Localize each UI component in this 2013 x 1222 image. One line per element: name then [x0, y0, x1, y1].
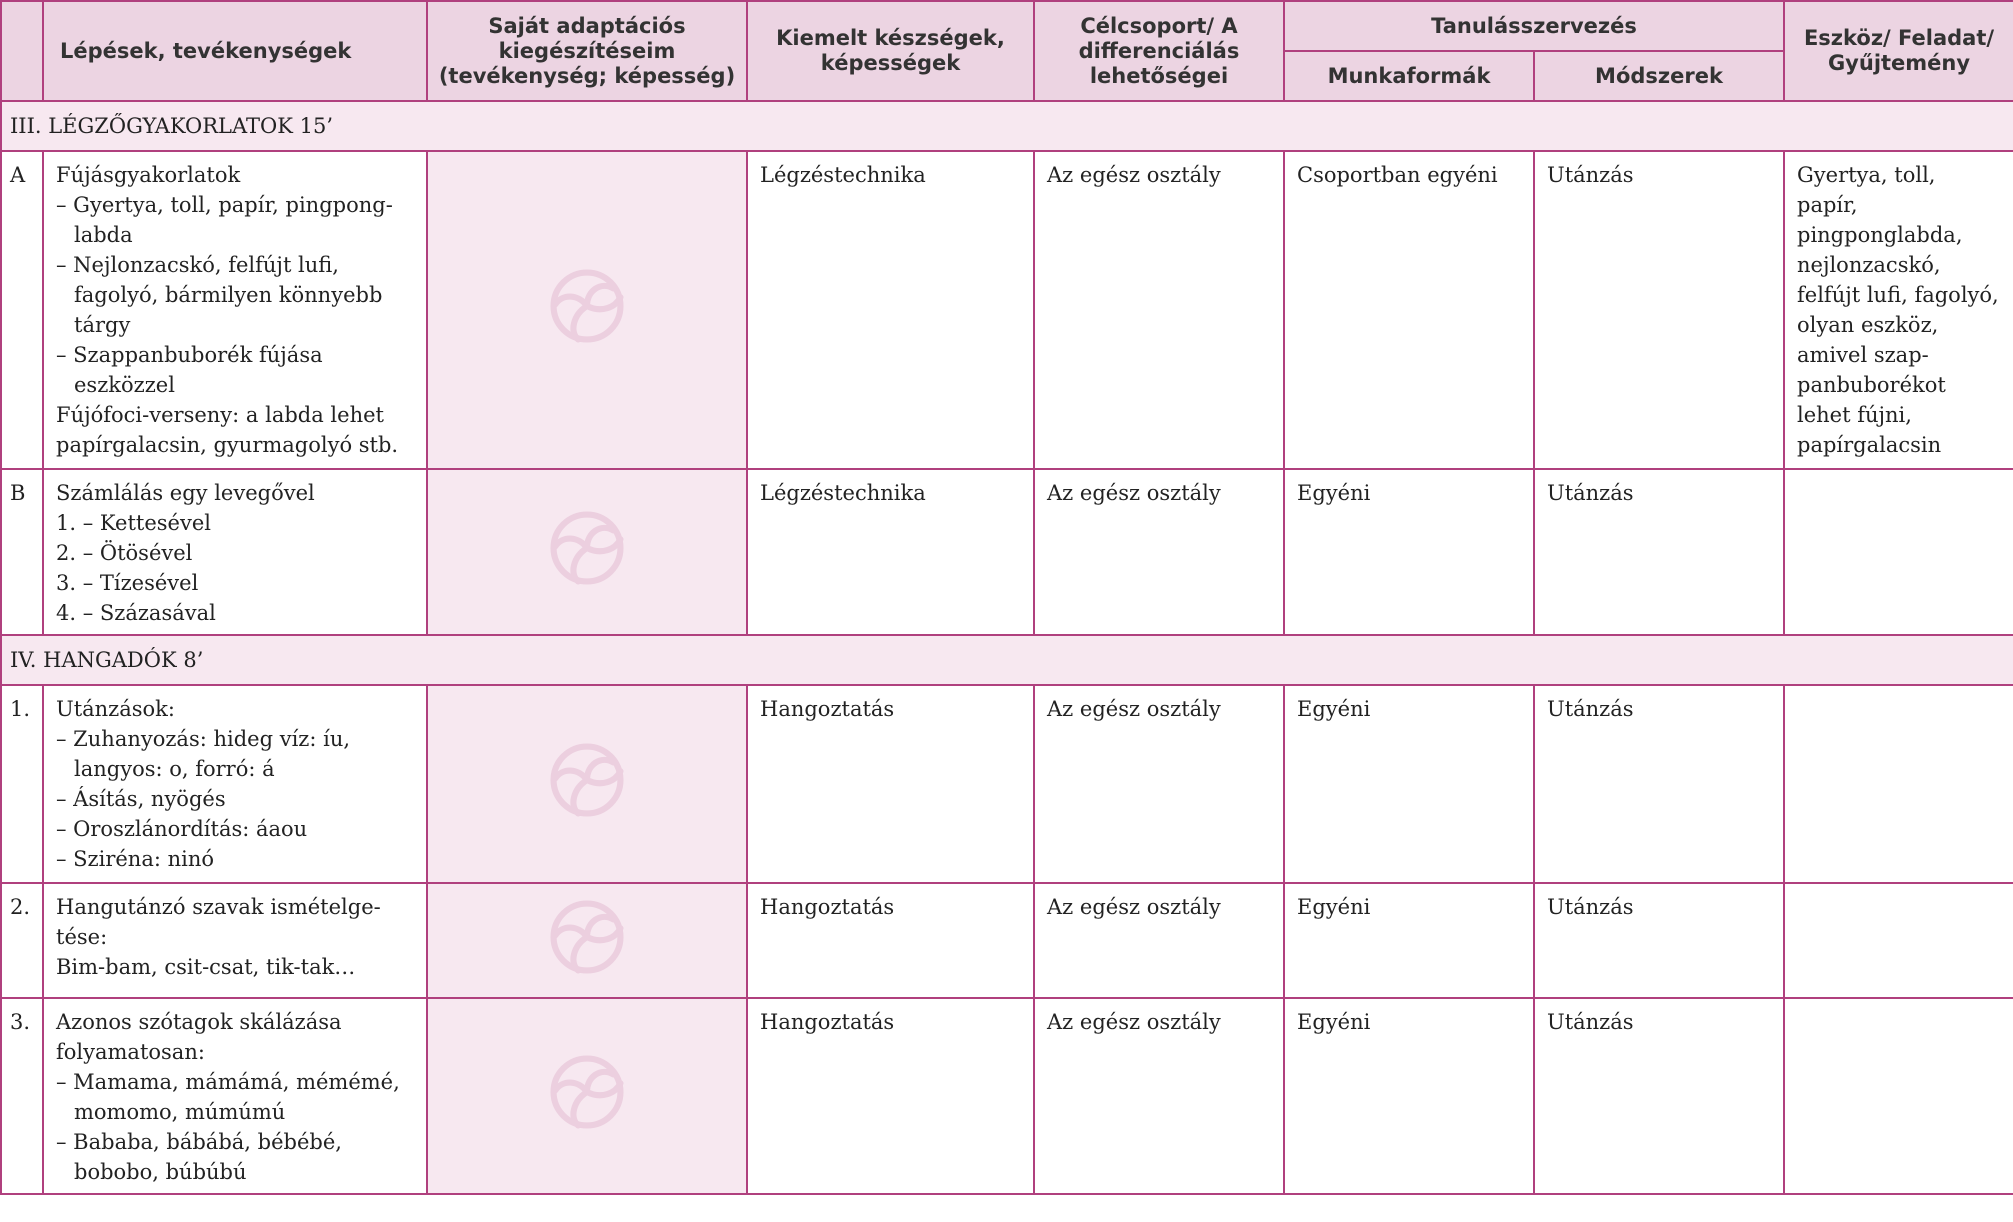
row-index: 3.: [1, 998, 43, 1194]
table-row: [1, 469, 2013, 635]
skills-cell: Hangoztatás: [747, 883, 1034, 998]
swirl-icon: [543, 736, 631, 824]
step-line: – Bababa, bábábá, bébébé, bobobo, búbúbú: [56, 1130, 342, 1184]
step-line: 1. – Kettesével: [56, 511, 211, 535]
method-cell: Utánzás: [1534, 151, 1784, 469]
section-row: [1, 635, 2013, 685]
step-line: Hangutánzó szavak ismételgetése:: [56, 895, 381, 949]
section-title: IV. HANGADÓK 8’: [1, 635, 2013, 685]
header-index: [1, 1, 43, 101]
tools-cell: [1784, 883, 2013, 998]
table-row: [1, 685, 2013, 883]
steps-cell: [43, 685, 427, 883]
swirl-icon: [543, 504, 631, 592]
work-form-cell: Egyéni: [1284, 998, 1534, 1194]
tools-cell: [1784, 998, 2013, 1194]
step-line: – Gyertya, toll, papír, pingponglabda: [56, 193, 393, 247]
step-line: Azonos szótagok skálázása folyamatosan:: [56, 1010, 342, 1064]
step-line: Fújófoci-verseny: a labda lehet papírgalacsin, gyurmagolyó stb.: [56, 403, 399, 457]
steps-cell: [43, 469, 427, 635]
header-target: Célcsoport/ A differenciálás lehetőségei: [1034, 1, 1284, 101]
skills-cell: Hangoztatás: [747, 685, 1034, 883]
step-line: – Oroszlánordítás: áaou: [56, 817, 308, 841]
step-line: 3. – Tízesével: [56, 571, 199, 595]
step-line: – Sziréna: ninó: [56, 847, 215, 871]
row-index: 1.: [1, 685, 43, 883]
method-cell: Utánzás: [1534, 469, 1784, 635]
step-line: 4. – Százasával: [56, 601, 216, 625]
target-cell: Az egész osztály: [1034, 883, 1284, 998]
header-methods: Módszerek: [1534, 51, 1784, 101]
header-organization: Tanulásszervezés: [1284, 1, 1784, 51]
target-cell: Az egész osztály: [1034, 469, 1284, 635]
step-line: Utánzások:: [56, 697, 175, 721]
step-line: – Mamama, mámámá, mémémé, momomo, múmúmú: [56, 1070, 400, 1124]
tools-cell: Gyertya, toll, papír, pingponglabda, nejlonzacskó, felfújt lufi, fagolyó, olyan eszköz, amivel szappanbuborékot lehet fújni, papírgalacsin: [1784, 151, 2013, 469]
section-title: III. LÉGZŐGYAKORLATOK 15’: [1, 101, 2013, 151]
step-line: Bim-bam, csit-csat, tik-tak…: [56, 955, 356, 979]
method-cell: Utánzás: [1534, 685, 1784, 883]
adaptation-cell[interactable]: [427, 469, 747, 635]
tools-cell: [1784, 469, 2013, 635]
step-line: 2. – Ötösével: [56, 541, 193, 565]
header-adaptation: Saját adaptációs kiegészítéseim (tevékenység; képesség): [427, 1, 747, 101]
adaptation-cell[interactable]: [427, 998, 747, 1194]
steps-cell: [43, 998, 427, 1194]
work-form-cell: Egyéni: [1284, 883, 1534, 998]
section-row: [1, 101, 2013, 151]
method-cell: Utánzás: [1534, 998, 1784, 1194]
swirl-icon: [543, 262, 631, 350]
work-form-cell: Csoportban egyéni: [1284, 151, 1534, 469]
method-cell: Utánzás: [1534, 883, 1784, 998]
step-line: – Nejlonzacskó, felfújt lufi, fagolyó, bármilyen könnyebb tárgy: [56, 253, 383, 337]
row-index: 2.: [1, 883, 43, 998]
adaptation-cell[interactable]: [427, 883, 747, 998]
target-cell: Az egész osztály: [1034, 685, 1284, 883]
steps-cell: [43, 151, 427, 469]
step-line: – Szappanbuborék fújása eszközzel: [56, 343, 323, 397]
table-body: [1, 101, 2013, 1194]
swirl-icon: [543, 1048, 631, 1136]
step-line: Fújásgyakorlatok: [56, 163, 241, 187]
table-row: [1, 998, 2013, 1194]
skills-cell: Légzéstechnika: [747, 151, 1034, 469]
header-skills: Kiemelt készségek, képességek: [747, 1, 1034, 101]
row-index: A: [1, 151, 43, 469]
adaptation-cell[interactable]: [427, 685, 747, 883]
target-cell: Az egész osztály: [1034, 998, 1284, 1194]
table-row: [1, 151, 2013, 469]
tools-cell: [1784, 685, 2013, 883]
header-steps: Lépések, tevékenységek: [43, 1, 427, 101]
header-work-forms: Munkaformák: [1284, 51, 1534, 101]
skills-cell: Légzéstechnika: [747, 469, 1034, 635]
work-form-cell: Egyéni: [1284, 685, 1534, 883]
header-tools: Eszköz/ Feladat/ Gyűjtemény: [1784, 1, 2013, 101]
adaptation-cell[interactable]: [427, 151, 747, 469]
row-index: B: [1, 469, 43, 635]
step-line: – Zuhanyozás: hideg víz: íu, langyos: o, forró: á: [56, 727, 351, 781]
step-line: Számlálás egy levegővel: [56, 481, 315, 505]
steps-cell: [43, 883, 427, 998]
work-form-cell: Egyéni: [1284, 469, 1534, 635]
step-line: – Ásítás, nyögés: [56, 787, 226, 811]
skills-cell: Hangoztatás: [747, 998, 1034, 1194]
table-row: [1, 883, 2013, 998]
swirl-icon: [543, 893, 631, 981]
target-cell: Az egész osztály: [1034, 151, 1284, 469]
